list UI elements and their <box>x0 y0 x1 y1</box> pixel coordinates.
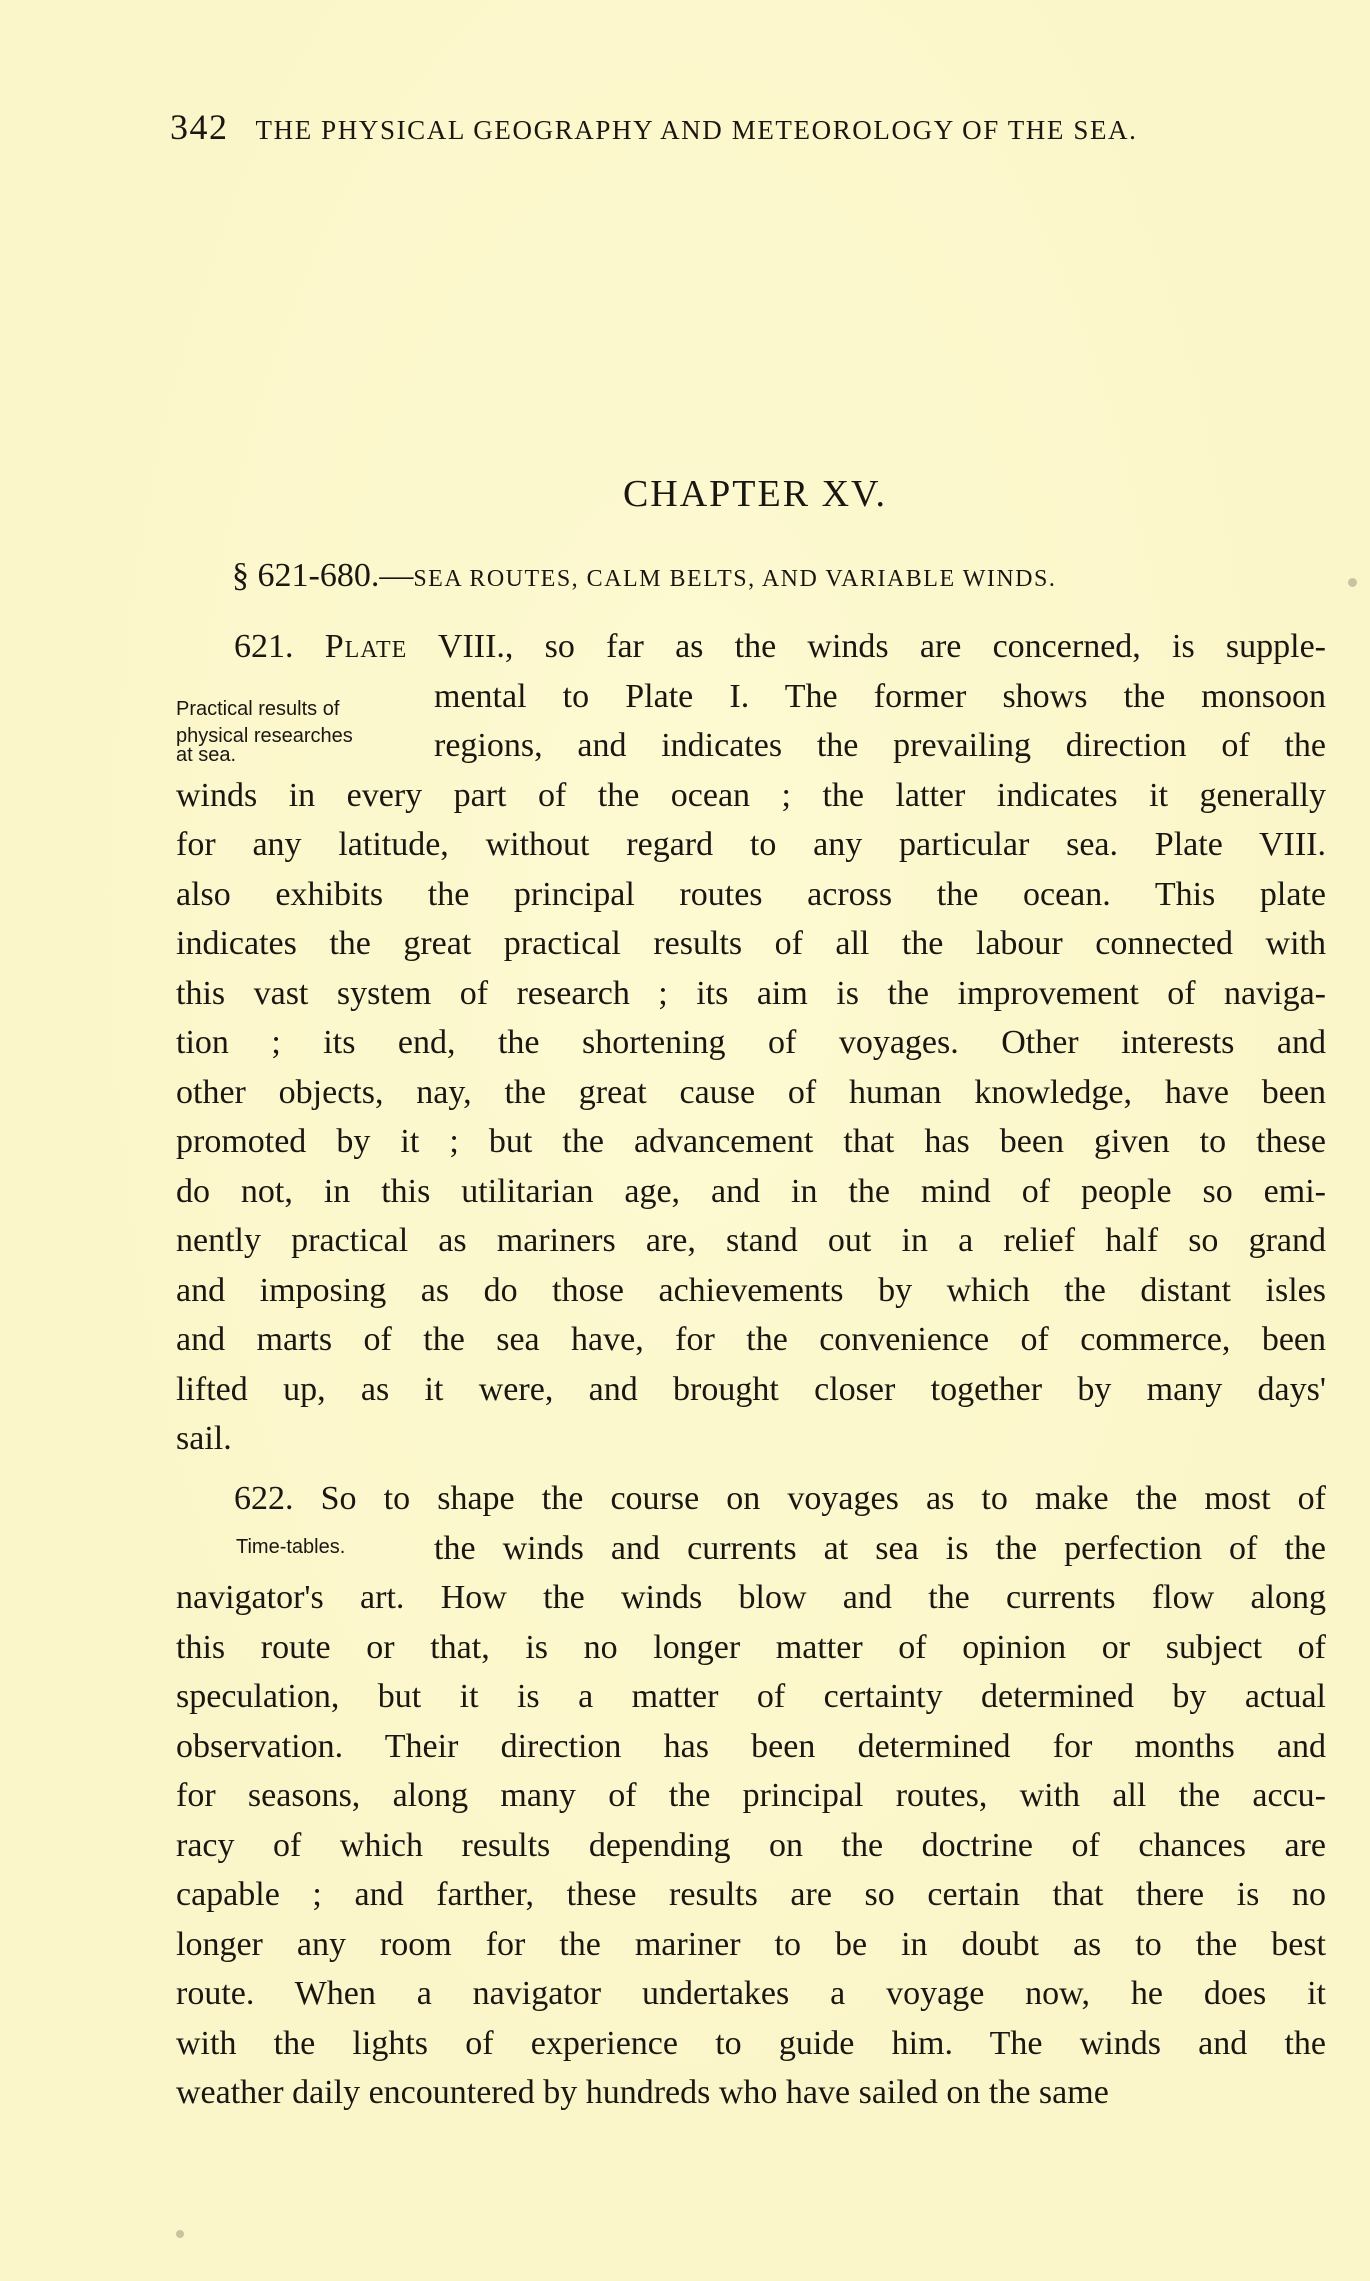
text-line: promoted by it ; but the advancement that has been given to these <box>176 1123 1326 1160</box>
text-line: route. When a navigator undertakes a voyage now, he does it <box>176 1975 1326 2012</box>
text-line: and imposing as do those achievements by which the distant isles <box>176 1271 1326 1309</box>
text-line: the winds and currents at sea is the perfection of the <box>434 1529 1326 1567</box>
paragraph-621-lead <box>176 622 1326 672</box>
text-line: for seasons, along many of the principal routes, with all the accu- <box>176 1777 1326 1814</box>
margin-note-621-line3: at sea. <box>176 744 237 766</box>
page-number: 342 <box>170 107 229 147</box>
running-head <box>170 106 1260 148</box>
section-range: § 621-680.— <box>232 557 414 594</box>
text-line: lifted up, as it were, and brought closer together by many days' <box>176 1370 1326 1408</box>
text-line: racy of which results depending on the doctrine of chances are <box>176 1826 1326 1864</box>
running-title: THE PHYSICAL GEOGRAPHY AND METEOROLOGY OF THE SEA. <box>255 115 1138 145</box>
text-line: winds in every part of the ocean ; the latter indicates it generally <box>176 776 1326 814</box>
section-title: SEA ROUTES, CALM BELTS, AND VARIABLE WINDS. <box>413 566 1057 592</box>
text-line: this vast system of research ; its aim is the improvement of naviga- <box>176 974 1326 1012</box>
paragraph-number: 621. <box>234 628 294 665</box>
text-line: capable ; and farther, these results are so certain that there is no <box>176 1876 1326 1913</box>
text-line: nently practical as mariners are, stand out in a relief half so grand <box>176 1222 1326 1259</box>
text-line: navigator's art. How the winds blow and the currents flow along <box>176 1579 1326 1616</box>
text-line: for any latitude, without regard to any particular sea. Plate VIII. <box>176 826 1326 863</box>
text-line: this route or that, is no longer matter of opinion or subject of <box>176 1628 1326 1666</box>
margin-note-621-line1: Practical results of <box>176 698 340 720</box>
section-heading <box>232 557 1312 595</box>
margin-note-621-line2: physical researches <box>176 725 353 747</box>
plate-reference: Plate <box>324 628 408 665</box>
text-line: speculation, but it is a matter of certainty determined by actual <box>176 1678 1326 1715</box>
paragraph-622-lead: 622. So to shape the course on voyages as to make the most of <box>234 1480 1326 1517</box>
text-line: tion ; its end, the shortening of voyages. Other interests and <box>176 1024 1326 1061</box>
text-line: weather daily encountered by hundreds who have sailed on the same <box>176 2074 1109 2111</box>
lead-text: VIII., so far as the winds are concerned, is supple- <box>407 628 1327 665</box>
chapter-title: CHAPTER XV. <box>622 473 888 515</box>
paragraph-622 <box>176 1474 1326 2118</box>
paragraph-621 <box>176 622 1326 1464</box>
text-line: longer any room for the mariner to be in doubt as to the best <box>176 1925 1326 1963</box>
text-line: mental to Plate I. The former shows the monsoon <box>434 677 1326 715</box>
text-line: indicates the great practical results of all the labour connected with <box>176 925 1326 962</box>
text-line: observation. Their direction has been determined for months and <box>176 1727 1326 1765</box>
paper-speck <box>176 2230 184 2238</box>
text-line: also exhibits the principal routes across the ocean. This plate <box>176 875 1326 913</box>
text-line: sail. <box>176 1420 232 1457</box>
text-line: do not, in this utilitarian age, and in the mind of people so emi- <box>176 1172 1326 1210</box>
paper-speck <box>1348 578 1357 587</box>
text-line: with the lights of experience to guide him. The winds and the <box>176 2024 1326 2062</box>
text-line: and marts of the sea have, for the convenience of commerce, been <box>176 1321 1326 1358</box>
text-line: regions, and indicates the prevailing direction of the <box>434 727 1326 764</box>
text-line: other objects, nay, the great cause of human knowledge, have been <box>176 1073 1326 1111</box>
margin-note-622: Time-tables. <box>236 1536 346 1558</box>
